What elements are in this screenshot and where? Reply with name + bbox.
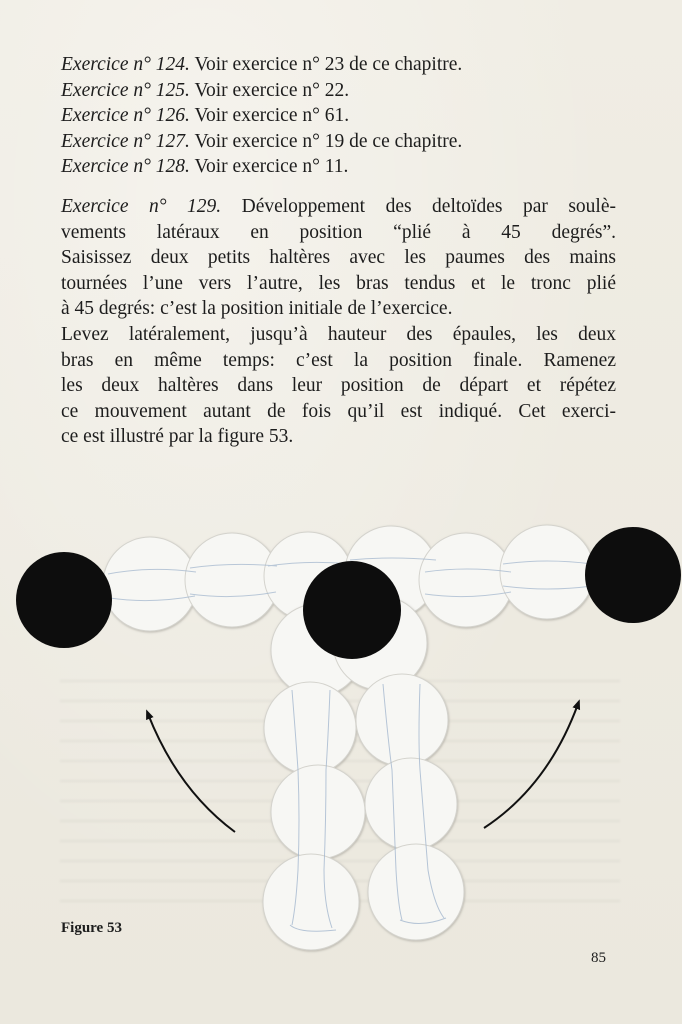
leg-disc [264,682,356,774]
foot-disc [368,844,464,940]
paragraph-line: à 45 degrés: c’est la position initiale de l’exercice. [61,298,453,320]
leg-disc [365,758,457,850]
paragraph-line: les deux haltères dans leur position de départ et répétez [61,375,616,397]
arm-disc [500,525,594,619]
paragraph-line: bras en même temps: c’est la position finale. Ramenez [61,349,616,371]
paragraph-line: Levez latéralement, jusqu’à hauteur des épaules, les deux [61,323,616,345]
foot-disc [263,854,359,950]
exercise-label: Exercice n° 129. [61,195,222,217]
paragraph-line: ce mouvement autant de fois qu’il est indiqué. Cet exerci- [61,400,616,422]
paragraph-line: Exercice n° 129. Développement des deltoïdes par soulè- [61,195,616,217]
left-dumbbell-disc [16,552,112,648]
leg-disc [356,674,448,766]
exercise-label: Exercice n° 124. [61,54,190,75]
exercise-text: Voir exercice n° 23 de ce chapitre. [194,54,463,75]
arm-disc [103,537,197,631]
paragraph-line: vements latéraux en position “plié à 45 degrés”. [61,221,616,243]
exercise-label: Exercice n° 128. [61,156,190,178]
paragraph-line: tournées l’une vers l’autre, les bras tendus et le tronc plié [61,272,616,294]
paragraph-line: Saisissez deux petits haltères avec les paumes des mains [61,247,616,269]
exercise-text: Voir exercice n° 11. [194,156,349,178]
exercise-text: Voir exercice n° 19 de ce chapitre. [194,130,463,152]
page-number: 85 [591,950,606,966]
exercise-label: Exercice n° 125. [61,79,190,101]
right-dumbbell-disc [585,527,681,623]
leg-disc [271,765,365,859]
exercise-label: Exercice n° 126. [61,105,190,127]
exercise-text: Voir exercice n° 22. [194,79,350,101]
paragraph-line: ce est illustré par la figure 53. [61,426,294,448]
exercise-text: Voir exercice n° 61. [194,105,350,127]
left-motion-arrow [148,714,235,832]
exercise-label: Exercice n° 127. [61,130,190,152]
right-motion-arrow [484,704,578,828]
figure-caption: Figure 53 [61,920,122,936]
arm-disc [419,533,513,627]
head-disc [303,561,401,659]
